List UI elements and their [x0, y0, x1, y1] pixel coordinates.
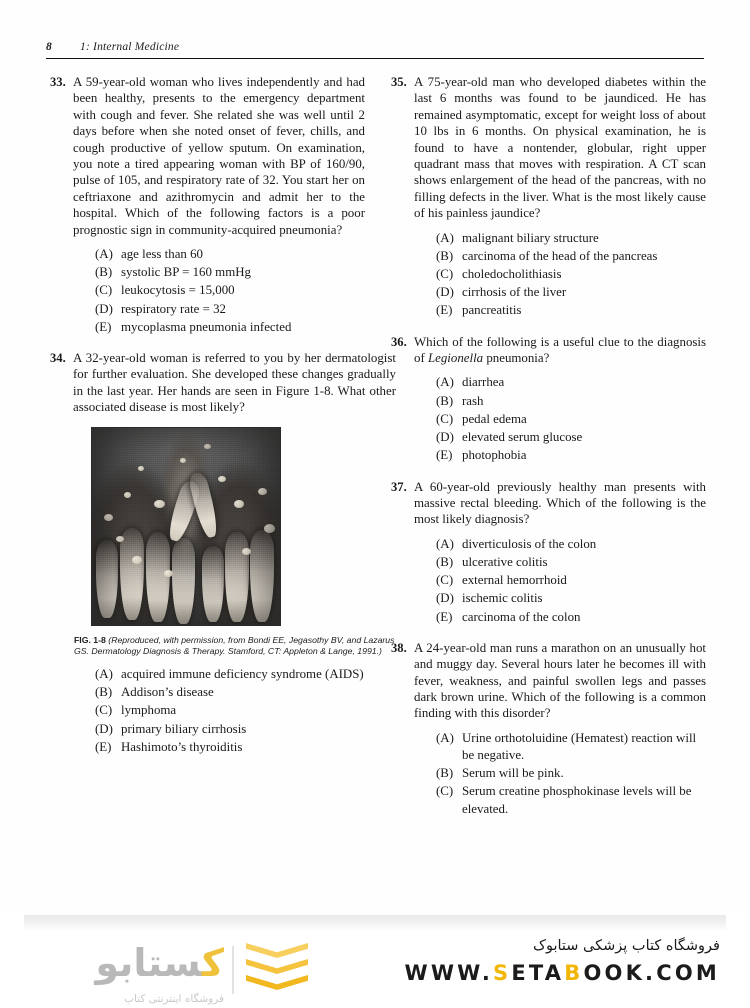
chevron-icon	[246, 943, 308, 958]
page-folio-number: 8	[46, 41, 52, 53]
option-text: acquired immune deficiency syndrome (AIDS)	[121, 666, 364, 681]
figure-1-8	[73, 427, 396, 658]
footer-watermark-band	[0, 915, 750, 1008]
option-text: systolic BP = 160 mmHg	[121, 265, 251, 280]
option-letter: (E)	[436, 609, 453, 624]
option-item[interactable]	[436, 266, 706, 283]
chevron-icon	[246, 975, 308, 990]
option-letter: (B)	[436, 393, 454, 408]
wordmark-gray-glyphs: ستابو	[95, 941, 202, 985]
question-33-options	[73, 246, 365, 336]
option-text: elevated serum glucose	[462, 430, 583, 445]
question-38	[387, 640, 706, 819]
option-text: age less than 60	[121, 247, 203, 262]
option-letter: (C)	[436, 267, 454, 282]
running-title: 1: Internal Medicine	[80, 41, 180, 53]
option-letter: (A)	[95, 247, 113, 262]
question-36	[387, 334, 706, 466]
option-letter: (C)	[436, 784, 454, 799]
question-37-stem: A 60-year-old previously healthy man presents with massive rectal bleeding. Which of the following is the most likely diagnosis?	[414, 479, 706, 527]
right-column	[387, 74, 706, 832]
question-36-organism-name: Legionella	[427, 351, 484, 366]
page-header	[46, 41, 704, 63]
option-letter: (B)	[436, 248, 454, 263]
option-item[interactable]	[95, 301, 365, 318]
option-text: carcinoma of the colon	[462, 609, 581, 624]
option-letter: (B)	[436, 766, 454, 781]
option-letter: (A)	[436, 730, 454, 745]
question-35-options	[414, 230, 706, 320]
option-letter: (B)	[436, 554, 454, 569]
question-36-stem-pre: Which of the following is a useful clue to the diagnosis of	[414, 334, 706, 366]
option-text: diverticulosis of the colon	[462, 536, 597, 551]
option-text: leukocytosis = 15,000	[121, 283, 235, 298]
option-text: choledocholithiasis	[462, 267, 562, 282]
question-35	[387, 74, 706, 321]
option-item[interactable]	[95, 739, 396, 756]
option-letter: (D)	[436, 591, 454, 606]
option-letter: (D)	[436, 285, 454, 300]
option-item[interactable]	[436, 783, 706, 817]
option-text: Addison’s disease	[121, 685, 214, 700]
url-segment: ETA	[511, 961, 565, 985]
option-text: lymphoma	[121, 703, 177, 718]
option-letter: (C)	[95, 283, 113, 298]
setabook-logo-lockup[interactable]	[52, 935, 342, 1005]
chevron-icon	[246, 959, 308, 974]
figure-credit: (Reproduced, with permission, from Bondi EE, Jegasothy BV, and Lazarus GS. Dermatology Diagnosis & Therapy. Stamford, CT: Appleton & Lange, 1991.)	[74, 634, 395, 657]
option-item[interactable]	[95, 246, 365, 263]
left-column	[46, 74, 396, 832]
option-letter: (D)	[436, 430, 454, 445]
setabook-persian-wordmark	[95, 941, 224, 985]
option-text: external hemorrhoid	[462, 573, 567, 588]
question-36-options	[414, 374, 706, 464]
url-accent-s: S	[493, 961, 512, 985]
question-36-stem-post: pneumonia?	[483, 351, 550, 366]
figure-label: FIG. 1-8	[74, 634, 106, 645]
header-rule	[46, 58, 704, 59]
option-item[interactable]	[436, 411, 706, 428]
footer-separator	[24, 915, 726, 931]
option-item[interactable]	[436, 230, 706, 247]
option-item[interactable]	[95, 666, 396, 683]
option-text: Serum creatine phosphokinase levels will be elevated.	[462, 784, 692, 816]
option-item[interactable]	[436, 302, 706, 319]
question-37-options	[414, 536, 706, 626]
option-letter: (B)	[95, 265, 113, 280]
clinical-photograph	[91, 427, 281, 626]
option-letter: (C)	[436, 411, 454, 426]
footer-tagline-persian: فروشگاه کتاب پزشکی ستابوک	[532, 938, 720, 954]
question-33	[46, 74, 365, 337]
option-letter: (C)	[436, 573, 454, 588]
option-text: cirrhosis of the liver	[462, 285, 567, 300]
option-text: Serum will be pink.	[462, 766, 564, 781]
question-35-stem: A 75-year-old man who developed diabetes within the last 6 months was found to be jaundiced. He has remained asymptomatic, except for weight loss of about 10 lbs in 6 months. On physical examination, he is found to have a nontender, globular, right upper quadrant mass that moves with respiration. A CT scan shows enlargement of the head of the pancreas, with no filling defects in the liver. What is the most likely cause of his painless jaundice?	[414, 75, 706, 221]
option-item[interactable]	[436, 284, 706, 301]
option-item[interactable]	[95, 702, 396, 719]
option-item[interactable]	[436, 590, 706, 607]
option-text: respiratory rate = 32	[121, 301, 226, 316]
url-segment: OOK.COM	[583, 961, 720, 985]
setabook-wordmark	[52, 937, 228, 1003]
option-item[interactable]	[436, 536, 706, 553]
figure-caption	[74, 635, 396, 658]
option-item[interactable]	[436, 572, 706, 589]
option-letter: (A)	[436, 230, 454, 245]
option-text: mycoplasma pneumonia infected	[121, 319, 292, 334]
question-38-options	[414, 730, 706, 818]
option-text: photophobia	[462, 448, 527, 463]
option-item[interactable]	[95, 684, 396, 701]
option-text: primary biliary cirrhosis	[121, 721, 247, 736]
option-letter: (D)	[95, 301, 113, 316]
option-item[interactable]	[436, 765, 706, 782]
logo-divider	[232, 946, 234, 994]
question-33-number: 33.	[50, 75, 66, 89]
option-letter: (E)	[95, 319, 112, 334]
question-34-stem: A 32-year-old woman is referred to you by her dermatologist for further evaluation. She developed these changes gradually in the last year. Her hands are seen in Figure 1-8. What other associated disease is most likely?	[73, 351, 396, 415]
option-item[interactable]	[95, 319, 365, 336]
option-letter: (C)	[95, 703, 113, 718]
question-36-stem	[414, 334, 706, 367]
option-text: pancreatitis	[462, 303, 522, 318]
question-38-number: 38.	[391, 640, 407, 655]
option-item[interactable]	[436, 730, 706, 764]
option-letter: (E)	[95, 739, 112, 754]
option-text: Hashimoto’s thyroiditis	[121, 739, 243, 754]
option-text: ischemic colitis	[462, 591, 543, 606]
two-column-body	[46, 74, 706, 832]
option-letter: (A)	[436, 375, 454, 390]
footer-website-url[interactable]	[380, 961, 720, 985]
option-item[interactable]	[436, 248, 706, 265]
option-item[interactable]	[95, 282, 365, 299]
question-33-stem: A 59-year-old woman who lives independently and had been healthy, presents to the emergency department with cough and fever. She related she was well until 2 days before when she noted onset of fever, chills, and cough productive of yellow sputum. On examination, you note a tired appearing woman with BP of 160/90, pulse of 105, and respiratory rate of 32. You start her on ceftriaxone and azithromycin and admit her to the hospital. Which of the following factors is a poor prognostic sign in community-acquired pneumonia?	[73, 75, 365, 237]
option-letter: (A)	[436, 536, 454, 551]
option-letter: (D)	[95, 721, 113, 736]
option-text: malignant biliary structure	[462, 230, 599, 245]
question-35-number: 35.	[391, 75, 407, 89]
chevron-mark-icon	[246, 941, 308, 999]
option-item[interactable]	[436, 554, 706, 571]
setabook-footer-text	[380, 935, 720, 985]
option-item[interactable]	[436, 447, 706, 464]
url-accent-b: B	[564, 961, 584, 985]
option-item[interactable]	[95, 721, 396, 738]
setabook-subtitle: فروشگاه اینترنتی کتاب	[124, 993, 224, 1005]
option-item[interactable]	[436, 609, 706, 626]
option-item[interactable]	[436, 374, 706, 391]
option-text: carcinoma of the head of the pancreas	[462, 248, 658, 263]
option-letter: (A)	[95, 666, 113, 681]
option-item[interactable]	[436, 393, 706, 410]
question-34-options	[73, 666, 396, 756]
option-text: ulcerative colitis	[462, 554, 548, 569]
question-37-number: 37.	[391, 479, 407, 494]
option-letter: (E)	[436, 448, 453, 463]
wordmark-gold-glyph: ک	[201, 941, 224, 985]
option-text: diarrhea	[462, 375, 505, 390]
option-item[interactable]	[436, 429, 706, 446]
option-item[interactable]	[95, 264, 365, 281]
question-37	[387, 479, 706, 627]
option-text: Urine orthotoluidine (Hematest) reaction will be negative.	[462, 730, 697, 762]
question-38-stem: A 24-year-old man runs a marathon on an unusually hot and muggy day. Several hours later he becomes ill with fever, weakness, and painful swollen legs and passes dark brown urine. Which of the following is a common finding with this disorder?	[414, 640, 706, 721]
option-letter: (B)	[95, 685, 113, 700]
url-segment: WWW.	[404, 961, 494, 985]
option-text: rash	[462, 393, 484, 408]
option-text: pedal edema	[462, 411, 527, 426]
question-36-number: 36.	[391, 334, 407, 349]
option-letter: (E)	[436, 303, 453, 318]
question-34	[46, 350, 396, 757]
question-34-number: 34.	[50, 351, 66, 366]
